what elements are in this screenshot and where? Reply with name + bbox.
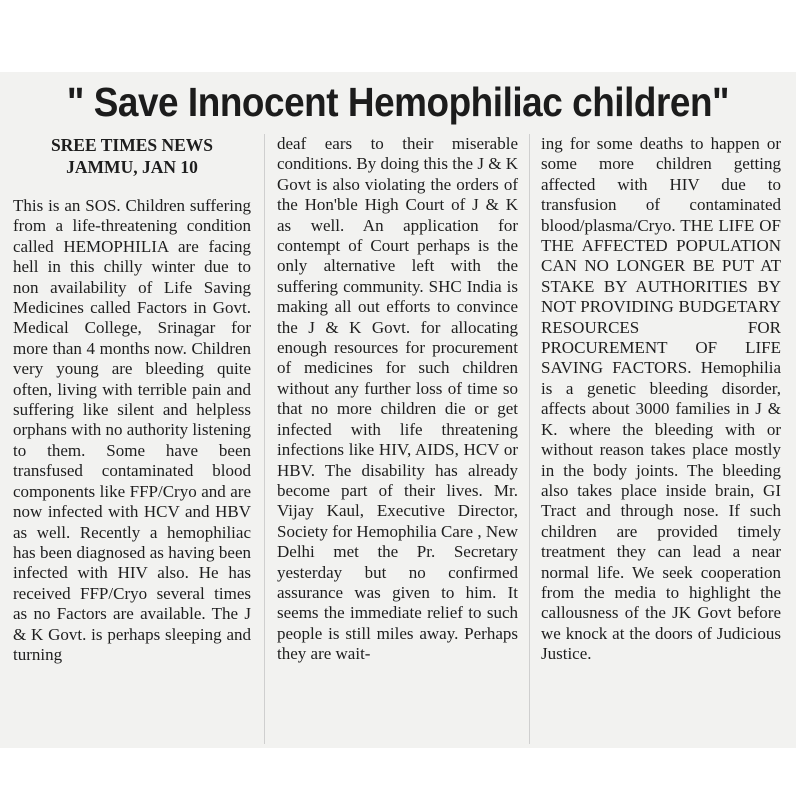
column-2 — [277, 134, 518, 665]
column-1 — [13, 134, 251, 665]
byline-spacer — [13, 178, 251, 196]
column-divider-1 — [264, 134, 265, 744]
newspaper-clipping — [0, 72, 796, 748]
column-divider-2 — [529, 134, 530, 744]
column-3-text: ing for some deaths to happen or some more children getting affected with HIV due to transfusion of contaminated blood/plasma/Cryo. THE LIFE OF THE AFFECTED POPULATION CAN NO LONGER BE PUT AT STAKE BY AUTHORITIES BY NOT PROVIDING BUDGETARY RESOURCES FOR PROCUREMENT OF LIFE SAVING FACTORS. Hemophilia is a genetic bleeding disorder, affects about 3000 families in J & K. where the bleeding with or without reason takes place mostly in the body joints. The bleeding also takes place inside brain, GI Tract and through nose. If such children are provided timely treatment they can lead a near normal life. We seek cooperation from the media to highlight the callousness of the JK Govt before we knock at the doors of Judicious Justice. — [541, 134, 781, 664]
byline-source: SREE TIMES NEWS — [50, 135, 214, 155]
byline-dateline: JAMMU, JAN 10 — [66, 157, 198, 177]
column-2-text: deaf ears to their miserable conditions. By doing this the J & K Govt is also violating the orders of the Hon'ble High Court of J & K as well. An application for contempt of Court perhaps is the only alternative left with the suffering community. SHC India is making all out efforts to convince the J & K Govt. for allocating enough resources for procurement of medicines for such children without any further loss of time so that no more children die or get infected with life threatening infections like HIV, AIDS, HCV or HBV. The disability has already become part of their lives. Mr. Vijay Kaul, Executive Director, Society for Hemophilia Care , New Delhi met the Pr. Secretary yesterday but no confirmed assurance was given to him. It seems the immediate relief to such people is still miles away. Perhaps they are wait- — [277, 134, 518, 664]
column-3 — [541, 134, 781, 665]
column-1-text: This is an SOS. Children suffering from a life-threatening condition called HEMOPHILIA are facing hell in this chilly winter due to non availability of Life Saving Medicines called Factors in Govt. Medical College, Srinagar for more than 4 months now. Children very young are bleeding quite often, living with terrible pain and suffering like silent and helpless orphans with no authority listening to them. Some have been transfused contaminated blood components like FFP/Cryo and are now infected with HCV and HBV as well. Recently a hemophiliac has been diagnosed as having been infected with HIV also. He has received FFP/Cryo several times as no Factors are available. The J & K Govt. is perhaps sleeping and turning — [13, 196, 251, 664]
headline: " Save Innocent Hemophiliac children" — [66, 79, 730, 125]
